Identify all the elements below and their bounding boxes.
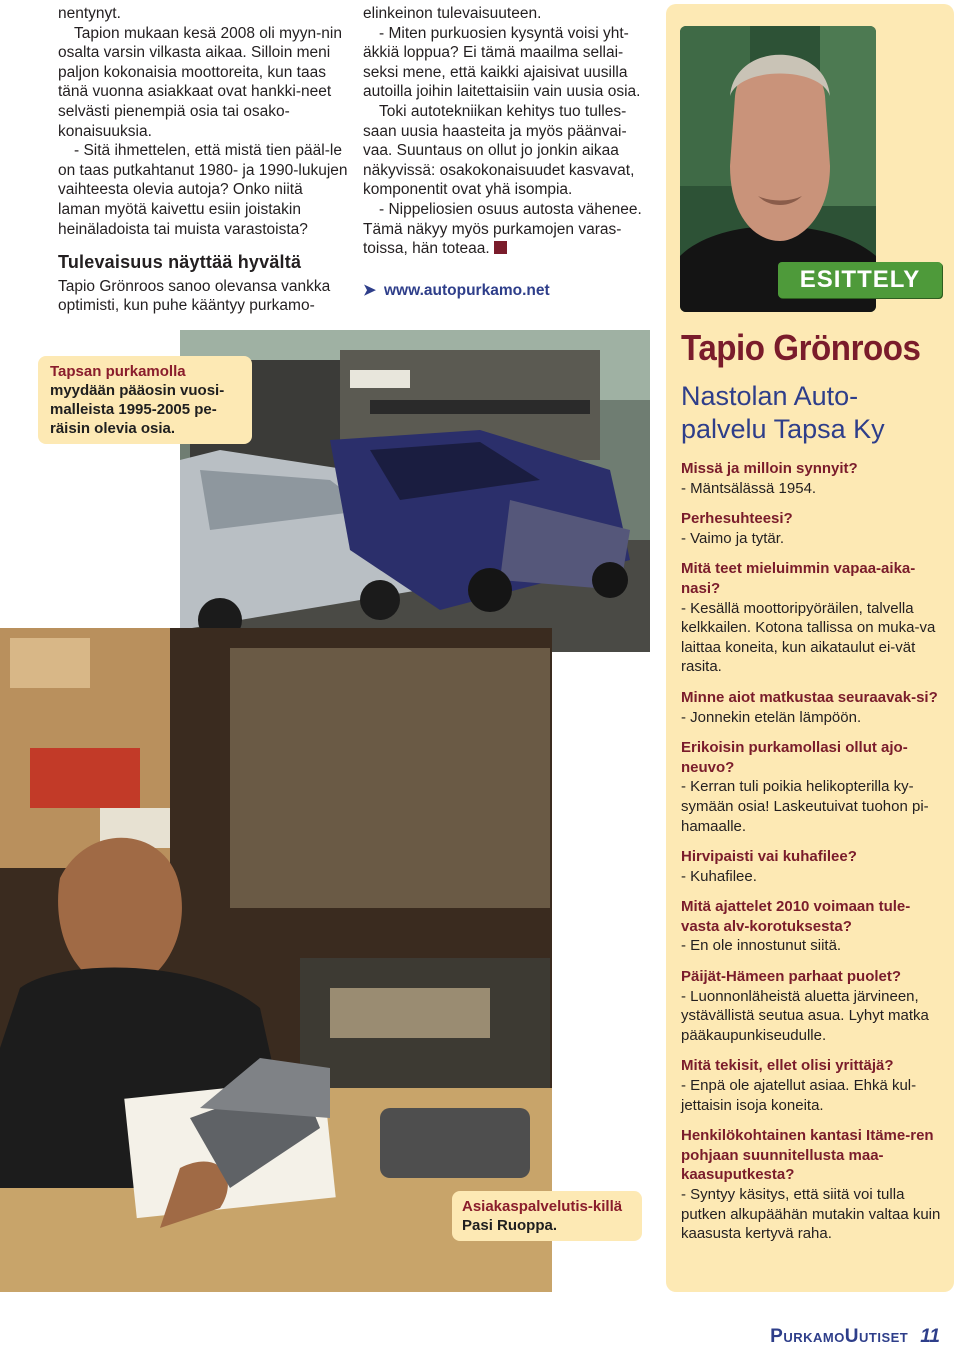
page-footer (770, 1326, 940, 1348)
scrapyard-photo-caption (38, 356, 252, 444)
interview-question: Henkilökohtainen kantasi Itäme-ren pohjaan suunnitellusta maa-kaasuputkesta? (681, 1127, 934, 1184)
interview-item (681, 1056, 943, 1115)
article-paragraph: Tapion mukaan kesä 2008 oli myyn-nin osalta varsin vilkasta aikaa. Silloin meni paljon kokonaisia moottoreita, kun taas tänä vuonna asiakkaat ovat hankki-neet selvästi pienempiä osia tai osako-konaisuuksia. (58, 24, 342, 140)
interview-answer: - Luonnonläheistä aluetta järvineen, ystävällistä seutua asua. Lyhyt matka pääkaupunkiseudulle. (681, 987, 929, 1044)
section-badge: ESITTELY (778, 262, 942, 298)
caption-text: Pasi Ruoppa. (462, 1217, 558, 1234)
website-link[interactable]: www.autopurkamo.net (384, 281, 550, 299)
counter-photo-caption (452, 1191, 642, 1241)
interview-item (681, 847, 943, 886)
article-subheading: Tulevaisuus näyttää hyvältä (58, 252, 302, 273)
interview-question: Mitä teet mieluimmin vapaa-aika-nasi? (681, 560, 916, 597)
interview-answer: - Kerran tuli poikia helikopterilla ky-symään osia! Laskeutuivat tuohon pi-hamaalle. (681, 778, 929, 835)
interview-question: Mitä ajattelet 2010 voimaan tule-vasta alv-korotuksesta? (681, 898, 911, 935)
caption-highlight: Asiakaspalvelutis-killä (462, 1198, 623, 1215)
article-paragraph: - Miten purkuosien kysyntä voisi yht-äkkiä loppua? Ei tämä maailma sellai-seksi mene, että kaikki ajaisivat uusilla autoilla joihin laitettaisiin vain uusia osia. (363, 24, 641, 101)
interview-answer: - Kuhafilee. (681, 867, 757, 885)
article-column-2 (363, 4, 655, 300)
interview-item (681, 738, 943, 836)
interview-item (681, 688, 943, 727)
magazine-name: PurkamoUutiset (770, 1326, 909, 1347)
interview-answer: - Vaimo ja tytär. (681, 529, 785, 547)
article-paragraph: nentynyt. (58, 5, 121, 22)
article-paragraph: - Sitä ihmettelen, että mistä tien pääl-le on taas putkahtanut 1980- ja 1990-lukujen vaihteesta olevia autoja? Onko niitä laman myötä kaivettu esiin joistakin heinäladoista tai muista varastoista? (58, 142, 348, 238)
interview-item (681, 897, 943, 956)
interview-question: Hirvipaisti vai kuhafilee? (681, 848, 857, 866)
article-paragraph: elinkeinon tulevaisuuteen. (363, 5, 542, 22)
page-number: 11 (920, 1326, 940, 1347)
interview-question: Mitä tekisit, ellet olisi yrittäjä? (681, 1057, 894, 1075)
interview-answer: - Mäntsälässä 1954. (681, 479, 817, 497)
website-link-line (363, 281, 655, 301)
interview-item (681, 967, 943, 1045)
article-column-1 (58, 4, 348, 316)
profile-company: Nastolan Auto-palvelu Tapsa Ky (681, 381, 885, 444)
interview-question: Minne aiot matkustaa seuraavak-si? (681, 688, 938, 706)
interview-item (681, 509, 943, 548)
interview-question: Perhesuhteesi? (681, 510, 793, 528)
interview-answer: - En ole innostunut siitä. (681, 937, 842, 955)
interview-question: Päijät-Hämeen parhaat puolet? (681, 968, 902, 986)
interview-list (681, 459, 943, 1255)
interview-item (681, 559, 943, 677)
interview-answer: - Enpä ole ajatellut asiaa. Ehkä kul-jettaisin isoja koneita. (681, 1077, 917, 1114)
interview-answer: - Jonnekin etelän lämpöön. (681, 708, 862, 726)
arrow-icon: ➤ (363, 281, 376, 299)
end-mark-icon (494, 241, 507, 254)
interview-question: Erikoisin purkamollasi ollut ajo-neuvo? (681, 739, 908, 776)
profile-name: Tapio Grönroos (681, 327, 921, 368)
caption-text: myydään pääosin vuosi-malleista 1995-2005 pe-räisin olevia osia. (50, 382, 225, 437)
interview-item (681, 459, 943, 498)
article-paragraph: Toki autotekniikan kehitys tuo tulles-saan uusia haasteita ja myös päänvai-vaa. Suuntaus on ollut jo jonkin aikaa näkyvissä: osakokonaisuudet kasvavat, komponentit ovat yhä isompia. (363, 102, 635, 199)
interview-item (681, 1126, 943, 1244)
interview-answer: - Kesällä moottoripyöräilen, talvella kelkkailen. Kotona tallissa on muka-va laittaa koneita, kun aikataulut ei-vät rasita. (681, 599, 936, 676)
caption-highlight: Tapsan purkamolla (50, 363, 186, 380)
interview-answer: - Syntyy käsitys, että siitä voi tulla putken alkupäähän mutakin valtaa kuin kaasusta kertyvä raha. (681, 1186, 941, 1243)
article-paragraph: Tapio Grönroos sanoo olevansa vankka optimisti, kun puhe kääntyy purkamo- (58, 277, 331, 315)
article-paragraph (363, 200, 655, 259)
interview-question: Missä ja milloin synnyit? (681, 460, 858, 477)
article-paragraph-text: - Nippeliosien osuus autosta vähenee. Tämä näkyy myös purkamojen varas-toissa, hän toteaa. (363, 200, 642, 258)
